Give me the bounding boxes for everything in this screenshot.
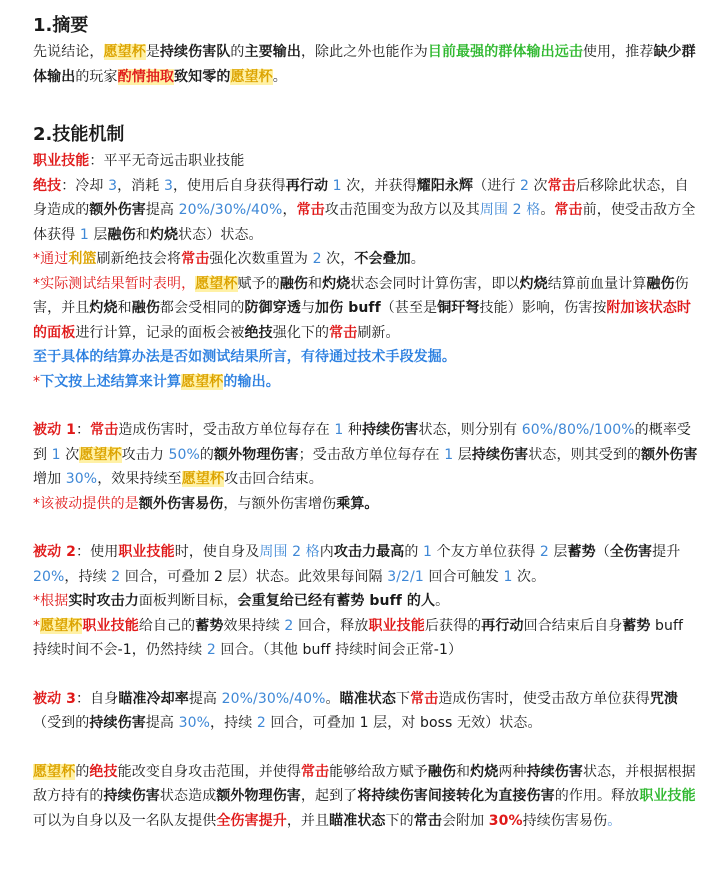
text-run: 2 bbox=[256, 715, 266, 731]
text-run: 全伤害 bbox=[609, 544, 653, 560]
text-run: 结算前血量计算 bbox=[547, 275, 647, 292]
text-run: 常击 bbox=[181, 251, 210, 267]
text-run: ：自身 bbox=[76, 690, 119, 707]
text-run: 和 bbox=[117, 300, 132, 316]
text-run: 再行动 bbox=[481, 617, 524, 634]
text-run: 至于具体的结算办法是否如测试结果所言，有待通过技术手段发掘 bbox=[33, 349, 442, 365]
text-run: 职业技能 bbox=[33, 153, 90, 169]
text-run: 时，使自身及 bbox=[174, 544, 260, 560]
text-run: 。 bbox=[265, 373, 280, 390]
text-run: 2 bbox=[539, 544, 549, 560]
text-run: 层 bbox=[548, 544, 568, 560]
text-run: 常击 bbox=[300, 763, 330, 780]
text-run: 愿望杯 bbox=[79, 446, 122, 463]
text-run: ： bbox=[76, 422, 91, 438]
text-run: 灼烧 bbox=[519, 275, 548, 292]
text-run: 2 bbox=[312, 251, 322, 267]
text-run: 下文按上述结算来计算 bbox=[40, 373, 182, 390]
text-run: 附加该状态时的面板 bbox=[33, 300, 692, 341]
note-calc-basis bbox=[33, 370, 698, 395]
text-run: 30% bbox=[178, 715, 210, 731]
text-run: ，除此之外也能作为 bbox=[300, 44, 428, 60]
text-run: 次，并获得 bbox=[341, 177, 417, 194]
text-run: 的 bbox=[404, 544, 424, 560]
text-run: 的输出 bbox=[223, 373, 266, 390]
text-run: 绝技 bbox=[244, 324, 273, 341]
text-run: 给自己的 bbox=[138, 617, 196, 634]
text-run: *实际测试结果暂时表明， bbox=[33, 275, 196, 292]
text-run: 次， bbox=[321, 251, 355, 267]
text-run: 加伤 buff bbox=[315, 300, 381, 316]
text-run: 进行计算，记录的面板会被 bbox=[75, 324, 245, 341]
text-run: 都会受相同的 bbox=[159, 300, 245, 316]
text-run: 持续伤害 bbox=[89, 715, 146, 731]
text-run: 能够给敌方赋予 bbox=[329, 763, 428, 780]
text-run: 状态造成 bbox=[159, 788, 217, 804]
text-run: 常击 bbox=[547, 177, 576, 194]
text-run: 和 bbox=[308, 275, 323, 292]
text-run: 2 bbox=[519, 177, 529, 194]
note-self-buff bbox=[33, 614, 698, 663]
text-run: 愿望杯 bbox=[195, 275, 238, 292]
text-run: 层 bbox=[453, 446, 472, 463]
text-run: ，效果持续至 bbox=[97, 471, 182, 487]
text-run: 致知零的 bbox=[174, 68, 231, 85]
text-run: 持续伤害 bbox=[362, 422, 419, 438]
text-run: 愿望杯 bbox=[103, 44, 146, 60]
text-run: 职业技能 bbox=[82, 617, 139, 634]
text-run: 全伤害提升 bbox=[216, 812, 287, 829]
text-run: 利篮 bbox=[68, 251, 97, 267]
text-run: 融伤 bbox=[131, 300, 160, 316]
text-run: 提高 bbox=[145, 202, 179, 218]
text-run: 实时攻击力 bbox=[68, 593, 139, 609]
text-run: 额外物理伤害 bbox=[216, 788, 301, 804]
text-run: 。 bbox=[325, 690, 340, 707]
text-run: 融伤 bbox=[427, 763, 457, 780]
text-run: （甚至是 bbox=[380, 300, 438, 316]
text-run: ；受击敌方单位每存在 bbox=[298, 446, 445, 463]
text-run: 面板判断目标， bbox=[138, 593, 238, 609]
text-run: 职业技能 bbox=[639, 788, 696, 804]
note-realtime-atk bbox=[33, 589, 698, 614]
text-run: 目前最强的群体输出远击 bbox=[427, 44, 583, 60]
section-1-title: 1.摘要 bbox=[33, 15, 89, 36]
text-run: 瞄准状态 bbox=[329, 812, 386, 829]
text-run: 前，使受击敌方全体获得 bbox=[33, 202, 696, 243]
text-run: 将持续伤害间接转化为直接伤害 bbox=[357, 788, 555, 804]
text-run: 状态，则分别有 bbox=[418, 422, 522, 438]
text-run: （ bbox=[595, 544, 610, 560]
text-run: buff 持续时间不会-1，仍然持续 bbox=[33, 617, 684, 658]
text-run: 回合，可叠加 1 层，对 boss 无效）状态。 bbox=[265, 715, 542, 731]
text-run: 缺少群体输出 bbox=[33, 44, 696, 85]
text-run: * bbox=[33, 373, 41, 390]
text-run: 1 bbox=[79, 226, 89, 243]
text-run: 瞄准冷却率 bbox=[118, 690, 189, 707]
text-run: 回合结束后自身 bbox=[523, 617, 623, 634]
text-run: （受到的 bbox=[33, 715, 90, 731]
text-run: *通过 bbox=[33, 251, 69, 267]
text-run: 60%/80%/100% bbox=[521, 422, 635, 438]
text-run: 次。 bbox=[512, 568, 546, 585]
text-run: 使用，推荐 bbox=[582, 44, 654, 60]
text-run: ：冷却 bbox=[61, 177, 109, 194]
text-run: 蓄势 bbox=[622, 617, 651, 634]
text-run: 后获得的 bbox=[424, 617, 482, 634]
text-run: 周围 2 格 bbox=[479, 202, 541, 218]
text-run: 20%/30%/40% bbox=[221, 690, 326, 707]
text-run: 主要输出 bbox=[244, 44, 301, 60]
text-run: 持续伤害队 bbox=[159, 44, 231, 60]
text-run: 下 bbox=[396, 690, 411, 707]
text-run: 造成伤害时，受击敌方单位每存在 bbox=[118, 422, 335, 438]
text-run: 3/2/1 bbox=[387, 568, 424, 585]
note-refresh bbox=[33, 247, 698, 272]
text-run: 愿望杯 bbox=[181, 373, 224, 390]
text-run: 次 bbox=[529, 177, 548, 194]
text-run: 状态，则其受到的 bbox=[528, 446, 642, 463]
text-run: 1 bbox=[423, 544, 433, 560]
text-run: 会重复给已经有蓄势 buff 的人 bbox=[237, 593, 436, 609]
text-run: 咒溃 bbox=[649, 690, 679, 707]
text-run: 2 bbox=[111, 568, 121, 585]
text-run: 攻击力最高 bbox=[333, 544, 405, 560]
text-run: 和 bbox=[135, 226, 150, 243]
text-run: 造成伤害时，使受击敌方单位获得 bbox=[438, 690, 650, 707]
text-run: 回合。（其他 buff 持续时间会正常-1） bbox=[215, 642, 463, 658]
text-run: 。 bbox=[441, 349, 457, 365]
text-run: 伤害，并且 bbox=[33, 275, 689, 316]
text-run: 提高 bbox=[188, 690, 222, 707]
text-run: 2 bbox=[206, 642, 216, 658]
text-run: 回合，可叠加 2 层）状态。此效果每间隔 bbox=[120, 568, 388, 585]
text-run: 能改变自身攻击范围，并使得 bbox=[117, 763, 301, 780]
text-run: 愿望杯 bbox=[181, 471, 225, 487]
text-run: 1 bbox=[332, 177, 342, 194]
text-run: 种 bbox=[343, 422, 363, 438]
text-run: 持续伤害 bbox=[526, 763, 583, 780]
text-run: 提升 bbox=[652, 544, 681, 560]
text-run: 20%/30%/40% bbox=[178, 202, 283, 218]
text-run: 铜玕弩 bbox=[437, 300, 480, 316]
text-run: 常击 bbox=[554, 202, 583, 218]
ultimate-skill-paragraph bbox=[33, 174, 698, 248]
text-run: 灼烧 bbox=[89, 300, 118, 316]
text-run: *根据 bbox=[33, 593, 69, 609]
text-run: 灼烧 bbox=[470, 763, 499, 780]
text-run: 不会叠加 bbox=[354, 251, 411, 267]
text-run: 持续伤害 bbox=[471, 446, 529, 463]
text-run: 瞄准状态 bbox=[339, 690, 396, 707]
text-run: 刷新绝技会将 bbox=[96, 251, 182, 267]
text-run: 会附加 bbox=[441, 812, 489, 829]
text-run: 乘算。 bbox=[336, 495, 379, 512]
text-run: 1 bbox=[51, 446, 61, 463]
text-run: 。 bbox=[272, 68, 287, 85]
class-skill-line bbox=[33, 149, 698, 174]
text-run: 灼烧 bbox=[149, 226, 179, 243]
text-run: 职业技能 bbox=[368, 617, 425, 634]
passive-1-paragraph bbox=[33, 418, 698, 492]
text-run: 状态）状态。 bbox=[178, 226, 263, 243]
text-run: 回合，释放 bbox=[293, 617, 369, 634]
text-run: 30% bbox=[65, 471, 98, 487]
text-run: 攻击回合结束。 bbox=[224, 471, 323, 487]
text-run: 额外伤害增伤 bbox=[251, 495, 337, 512]
text-run: 额外伤害 bbox=[89, 202, 146, 218]
text-run: 持续伤害 bbox=[103, 788, 160, 804]
text-run: 和 bbox=[456, 763, 471, 780]
text-run: 状态，并根据根据敌方持有的 bbox=[33, 763, 696, 804]
text-run: 。 bbox=[540, 202, 555, 218]
text-run: 耀阳永辉 bbox=[416, 177, 474, 194]
text-run: （进行 bbox=[473, 177, 520, 194]
text-run: 攻击范围变为敌方以及其 bbox=[324, 202, 480, 218]
text-run: 被动 2 bbox=[33, 544, 77, 560]
text-run: * bbox=[33, 617, 41, 634]
note-tbd bbox=[33, 345, 698, 370]
text-run: 强化次数重置为 bbox=[209, 251, 313, 267]
text-run: 次 bbox=[60, 446, 80, 463]
text-run: 绝技 bbox=[33, 177, 62, 194]
text-run: 融伤 bbox=[279, 275, 309, 292]
text-run: 50% bbox=[168, 446, 200, 463]
text-run: 状态会同时计算伤害，即以 bbox=[350, 275, 520, 292]
text-run: 下的 bbox=[385, 812, 414, 829]
text-run: 强化下的 bbox=[272, 324, 330, 341]
text-run: ：平平无奇远击职业技能 bbox=[89, 153, 245, 169]
text-run: 融伤 bbox=[646, 275, 675, 292]
text-run: 周围 2 格 bbox=[259, 544, 320, 560]
text-run: 1 bbox=[334, 422, 344, 438]
text-run: 蓄势 bbox=[195, 617, 224, 634]
text-run: 愿望杯 bbox=[40, 617, 83, 634]
text-run: 个友方单位获得 bbox=[432, 544, 540, 560]
text-run: 1 bbox=[444, 446, 454, 463]
text-run: 融伤 bbox=[107, 226, 136, 243]
text-run: 先说结论， bbox=[33, 44, 104, 60]
text-run: 内 bbox=[319, 544, 334, 560]
text-run: ，起到了 bbox=[300, 788, 358, 804]
note-test-results bbox=[33, 272, 698, 346]
text-run: 赋予的 bbox=[237, 275, 280, 292]
text-run: 。 bbox=[410, 251, 425, 267]
text-run: 刷新。 bbox=[357, 324, 400, 341]
text-run: 是 bbox=[145, 44, 160, 60]
text-run: 额外伤害易伤 bbox=[138, 495, 224, 512]
text-run: 的作用。释放 bbox=[554, 788, 640, 804]
text-run: 常击 bbox=[296, 202, 325, 218]
text-run: 额外物理伤害 bbox=[214, 446, 299, 463]
text-run: 蓄势 bbox=[567, 544, 596, 560]
text-run: ，持续 bbox=[210, 715, 257, 731]
text-run: 与 bbox=[300, 300, 316, 316]
text-run: 被动 1 bbox=[33, 422, 77, 438]
text-run: 被动 3 bbox=[33, 690, 77, 707]
text-run: ：使用 bbox=[76, 544, 119, 560]
text-run: 3 bbox=[163, 177, 173, 194]
text-run: 。 bbox=[435, 593, 450, 609]
text-run: 层 bbox=[88, 226, 108, 243]
passive-2-paragraph bbox=[33, 540, 698, 589]
text-run: 的概率受到 bbox=[33, 422, 692, 463]
text-run: 2 bbox=[284, 617, 294, 634]
text-run: 愿望杯 bbox=[33, 763, 76, 780]
text-run: ，使用后自身获得 bbox=[172, 177, 286, 194]
text-run: 愿望杯 bbox=[230, 68, 273, 85]
text-run: 增加 bbox=[33, 471, 66, 487]
note-passive-1 bbox=[33, 492, 698, 517]
text-run: 的 bbox=[230, 44, 245, 60]
text-run: 酌情抽取 bbox=[117, 68, 175, 85]
conclusion-paragraph bbox=[33, 760, 698, 834]
text-run: 的玩家 bbox=[75, 68, 118, 85]
text-run: 额外伤害 bbox=[641, 446, 698, 463]
text-run: 可以为自身以及一名队友提供 bbox=[33, 812, 217, 829]
text-run: 1 bbox=[503, 568, 513, 585]
text-run: 技能）影响，伤害按 bbox=[479, 300, 607, 316]
text-run: ， bbox=[282, 202, 297, 218]
text-run: 常击 bbox=[90, 422, 119, 438]
summary-paragraph bbox=[33, 40, 698, 89]
text-run: 3 bbox=[108, 177, 118, 194]
text-run: 的 bbox=[199, 446, 215, 463]
text-run: 后移除此状态，自身造成的 bbox=[33, 177, 689, 218]
passive-3-paragraph bbox=[33, 687, 698, 736]
text-run: 灼烧 bbox=[322, 275, 351, 292]
text-run: 两种 bbox=[498, 763, 527, 780]
text-run: 职业技能 bbox=[118, 544, 175, 560]
text-run: 再行动 bbox=[285, 177, 329, 194]
text-run: ，持续 bbox=[64, 568, 112, 585]
text-run: 。 bbox=[607, 812, 622, 829]
text-run: ，并且 bbox=[286, 812, 330, 829]
text-run: 常击 bbox=[329, 324, 358, 341]
text-run: 的 bbox=[75, 763, 90, 780]
text-run: 20% bbox=[33, 568, 65, 585]
text-run: 防御穿透 bbox=[244, 300, 301, 316]
text-run: 提高 bbox=[145, 715, 179, 731]
text-run: ，消耗 bbox=[117, 177, 164, 194]
text-run: 常击 bbox=[413, 812, 442, 829]
text-run: 回合可触发 bbox=[423, 568, 504, 585]
text-run: *该被动提供的是 bbox=[33, 495, 139, 512]
text-run: 持续伤害易伤 bbox=[522, 812, 608, 829]
text-run: ，与 bbox=[223, 495, 252, 512]
section-2-title: 2.技能机制 bbox=[33, 124, 125, 145]
text-run: 攻击力 bbox=[121, 446, 169, 463]
text-run: 效果持续 bbox=[223, 617, 285, 634]
text-run: 30% bbox=[488, 812, 523, 829]
text-run: 绝技 bbox=[89, 763, 118, 780]
text-run: 常击 bbox=[410, 690, 439, 707]
